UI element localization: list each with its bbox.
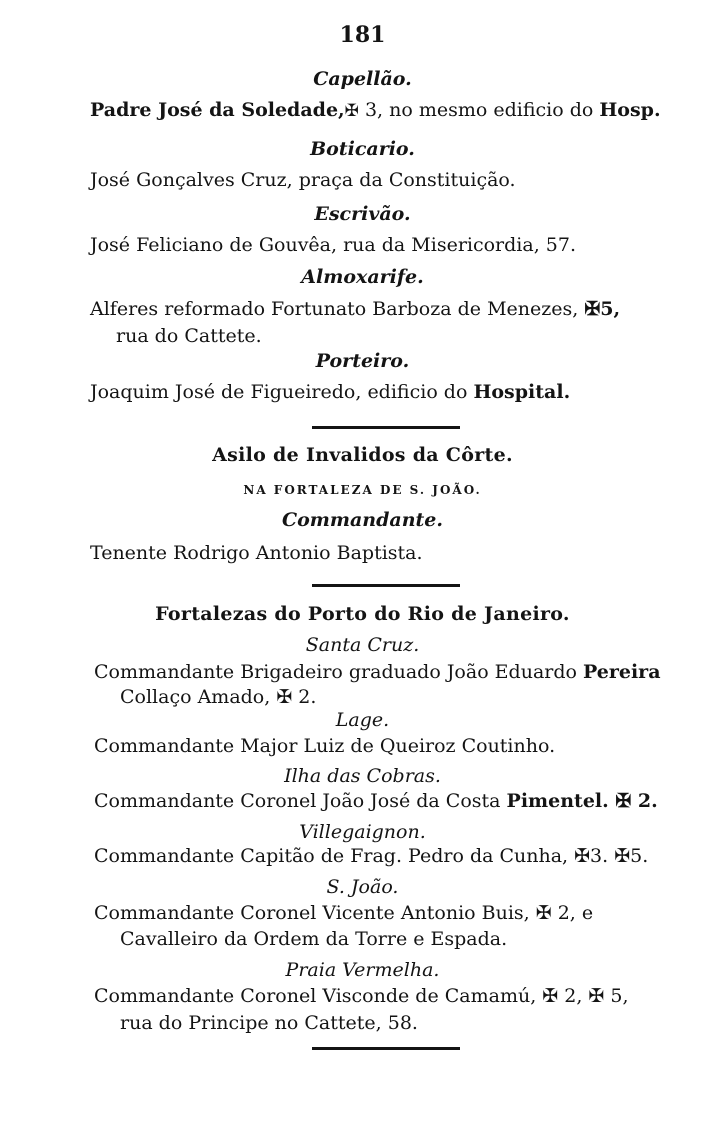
- heading-santa-cruz: Santa Cruz.: [305, 634, 420, 656]
- entry-s-joao-line1: Commandante Coronel Vicente Antonio Buis, ✠ 2, e: [94, 902, 594, 924]
- heading-escrivao: Escrivão.: [314, 203, 411, 225]
- entry-praia-vermelha-line2: rua do Principe no Cattete, 58.: [120, 1012, 418, 1034]
- cross-icon: ✠: [344, 101, 359, 121]
- entry-almoxarife-text: Alferes reformado Fortunato Barboza de Menezes,: [90, 298, 585, 320]
- entry-ilha-das-cobras: [94, 790, 694, 812]
- heading-s-joao: S. João.: [326, 876, 399, 898]
- heading-praia-vermelha: Praia Vermelha.: [285, 959, 440, 981]
- entry-santa-cruz-line1: [94, 661, 694, 683]
- entry-porteiro-end: Hospital.: [473, 381, 571, 403]
- section-title-asilo: Asilo de Invalidos da Côrte.: [212, 444, 513, 466]
- page-number: 181: [339, 22, 386, 48]
- heading-almoxarife: Almoxarife.: [301, 266, 424, 288]
- heading-ilha-das-cobras: Ilha das Cobras.: [284, 765, 441, 787]
- heading-porteiro: Porteiro.: [315, 350, 410, 372]
- entry-capellao-end: Hosp.: [599, 99, 661, 121]
- entry-boticario: José Gonçalves Cruz, praça da Constituição.: [90, 169, 516, 191]
- entry-capellao-rest: 3, no mesmo edificio do: [358, 99, 600, 121]
- entry-lage: Commandante Major Luiz de Queiroz Coutinho.: [94, 735, 556, 757]
- entry-santa-cruz-line2: Collaço Amado, ✠ 2.: [120, 686, 317, 708]
- entry-escrivao: José Feliciano de Gouvêa, rua da Misericordia, 57.: [90, 234, 577, 256]
- entry-villegaignon: Commandante Capitão de Frag. Pedro da Cunha, ✠3. ✠5.: [94, 845, 649, 867]
- entry-capellao-name: Padre José da Soledade,: [90, 99, 345, 121]
- heading-boticario: Boticario.: [310, 138, 415, 160]
- divider-rule-1: [312, 426, 460, 429]
- entry-porteiro: [90, 381, 690, 403]
- entry-ilha-text: Commandante Coronel João José da Costa: [94, 790, 507, 812]
- entry-ilha-bold: Pimentel. ✠ 2.: [506, 790, 658, 812]
- section-subtitle-asilo: NA FORTALEZA DE S. JOÃO.: [243, 483, 482, 497]
- entry-praia-vermelha-line1: Commandante Coronel Visconde de Camamú, ✠ 2, ✠ 5,: [94, 985, 629, 1007]
- entry-porteiro-text: Joaquim José de Figueiredo, edificio do: [90, 381, 474, 403]
- heading-villegaignon: Villegaignon.: [299, 821, 426, 843]
- entry-almoxarife-line2: rua do Cattete.: [116, 325, 262, 347]
- entry-capellao: [90, 99, 690, 121]
- heading-commandante: Commandante.: [281, 509, 444, 531]
- divider-rule-3: [312, 1047, 460, 1050]
- entry-s-joao-line2: Cavalleiro da Ordem da Torre e Espada.: [120, 928, 508, 950]
- entry-almoxarife-order: ✠5,: [584, 298, 621, 320]
- entry-commandante-asilo: Tenente Rodrigo Antonio Baptista.: [90, 542, 423, 564]
- heading-capellao: Capellão.: [313, 68, 412, 90]
- entry-santa-cruz-bold: Pereira: [583, 661, 661, 683]
- divider-rule-2: [312, 584, 460, 587]
- entry-santa-cruz-text: Commandante Brigadeiro graduado João Eduardo: [94, 661, 583, 683]
- heading-lage: Lage.: [335, 709, 390, 731]
- entry-almoxarife-line1: [90, 298, 690, 320]
- section-title-fortalezas: Fortalezas do Porto do Rio de Janeiro.: [155, 603, 570, 625]
